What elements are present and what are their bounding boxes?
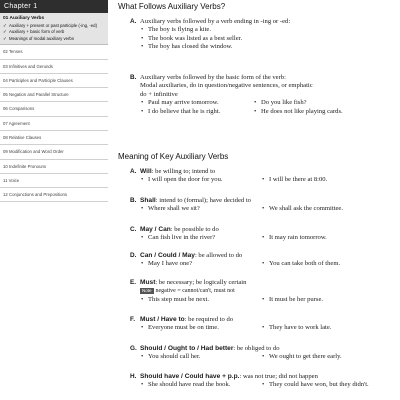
rule-label: H. [130,373,137,380]
example-sentence: • They could have won, but they didn't. [261,381,398,389]
rule-description: do + infinitive [140,90,178,98]
rule-a [130,18,398,52]
check-icon: ✓ [3,35,7,41]
check-icon: ✓ [3,29,7,35]
key-definition: : be required to do [184,316,234,323]
example-sentence: • I will be there at 8:00. [261,176,398,184]
section-heading-meaning: Meaning of Key Auxiliary Verbs [118,152,229,161]
example-sentence: • Paul may arrive tomorrow. [140,99,253,107]
key-definition: : be obliged to do [233,345,280,352]
meaning-e [130,279,398,304]
key-verb: Should have / Could have + p.p. [140,373,240,380]
meaning-c [130,226,398,243]
example-sentence: • The boy is flying a kite. [140,26,398,34]
rule-label: A. [130,168,137,175]
example-sentence: • You can take both of them. [261,260,398,268]
meaning-f [130,316,398,333]
key-definition: : was not true; did not happen [239,373,318,380]
sidebar-item-voice[interactable]: 11 Voice [0,174,108,188]
sidebar-item-agreement[interactable]: 07 Agreement [0,117,108,131]
rule-label: B. [130,74,137,81]
sidebar-item-negation[interactable]: 05 Negation and Parallel Structure [0,88,108,102]
sidebar-current-label: 01 Auxiliary Verbs [3,16,45,21]
key-verb: May / Can [140,226,171,233]
example-sentence: • The book was listed as a best seller. [140,35,398,43]
meaning-h [130,373,398,390]
meaning-g [130,345,398,362]
example-sentence: • The boy has closed the window. [140,43,398,51]
meaning-b [130,197,398,214]
check-icon: ✓ [3,23,7,28]
rule-title: Auxiliary verbs followed by a verb ending in -ing or -ed: [140,18,291,25]
rule-label: F. [130,316,135,323]
rule-label: B. [130,197,137,204]
meaning-a [130,168,398,185]
example-sentence: • She should have read the book. [140,381,261,389]
example-sentence: • It must be her purse. [261,296,398,304]
chapter-sidebar [0,0,108,400]
example-sentence: • Everyone must be on time. [140,324,261,332]
example-sentence: • May I have one? [140,260,261,268]
sidebar-item-auxiliary-verbs[interactable] [0,13,108,45]
rule-description: Modal auxiliaries, do in question/negative sentences, or emphatic [140,82,313,90]
example-sentence: • He does not like playing cards. [253,108,398,116]
meaning-d [130,252,398,269]
example-sentence: • Can fish live in the river? [140,234,261,242]
rule-label: C. [130,226,137,233]
rule-title: Auxiliary verbs followed by the basic form of the verb: [140,74,286,81]
key-verb: Can / Could / May [140,252,195,259]
sidebar-item-modification[interactable]: 09 Modification and Word Order [0,145,108,159]
example-sentence: • They have to work late. [261,324,398,332]
example-sentence: • I will open the door for you. [140,176,261,184]
key-definition: : intend to (formal); have decided to [155,197,251,204]
example-sentence: • You should call her. [140,353,261,361]
key-verb: Shall [140,197,156,204]
key-verb: Must [140,279,156,286]
sidebar-item-conjunctions[interactable]: 12 Conjunctions and Prepositions [0,188,108,202]
key-definition: : be necessary; be logically certain [155,279,247,286]
example-sentence: • We ought to get there early. [261,353,398,361]
sidebar-subitem[interactable]: ✓ Auxiliary + basic form of verb [3,29,65,35]
key-verb: Should / Ought to / Had better [140,345,234,352]
key-definition: : be willing to; intend to [151,168,216,175]
sidebar-item-relative-clauses[interactable]: 08 Relative Clauses [0,131,108,145]
sidebar-item-indefinite-pronouns[interactable]: 10 Indefinite Pronouns [0,160,108,174]
section-heading-what-follows: What Follows Auxiliary Verbs? [118,2,226,11]
key-definition: : be allowed to do [194,252,243,259]
example-sentence: • Where shall we sit? [140,205,261,213]
rule-label: D. [130,252,137,259]
rule-b [130,74,398,116]
key-definition: : be possible to do [170,226,219,233]
key-verb: Must / Have to [140,316,185,323]
example-sentence: • This step must be next. [140,296,261,304]
rule-label: E. [130,279,137,286]
chapter-title: Chapter 1 [0,0,108,13]
sidebar-subitem[interactable]: ✓ Auxiliary + present or past participle (-ing, -ed) [3,23,98,28]
sidebar-subitem[interactable]: ✓ Meanings of modal auxiliary verbs [3,35,74,41]
sidebar-item-infinitives[interactable]: 03 Infinitives and Gerunds [0,60,108,74]
key-verb: Will [140,168,152,175]
sidebar-item-participles[interactable]: 04 Participles and Participle Clauses [0,74,108,88]
example-sentence: • I do believe that he is right. [140,108,253,116]
note-text: negative = cannot/can't, must not [155,288,235,295]
sidebar-item-tenses[interactable]: 02 Tenses [0,45,108,59]
example-sentence: • It may rain tomorrow. [261,234,398,242]
example-sentence: • Do you like fish? [253,99,398,107]
sidebar-item-comparisons[interactable]: 06 Comparisons [0,102,108,116]
rule-label: G. [130,345,137,352]
example-sentence: • We shall ask the committee. [261,205,398,213]
note-tag: Note [142,288,152,294]
usage-note [140,287,398,295]
rule-label: A. [130,18,137,25]
